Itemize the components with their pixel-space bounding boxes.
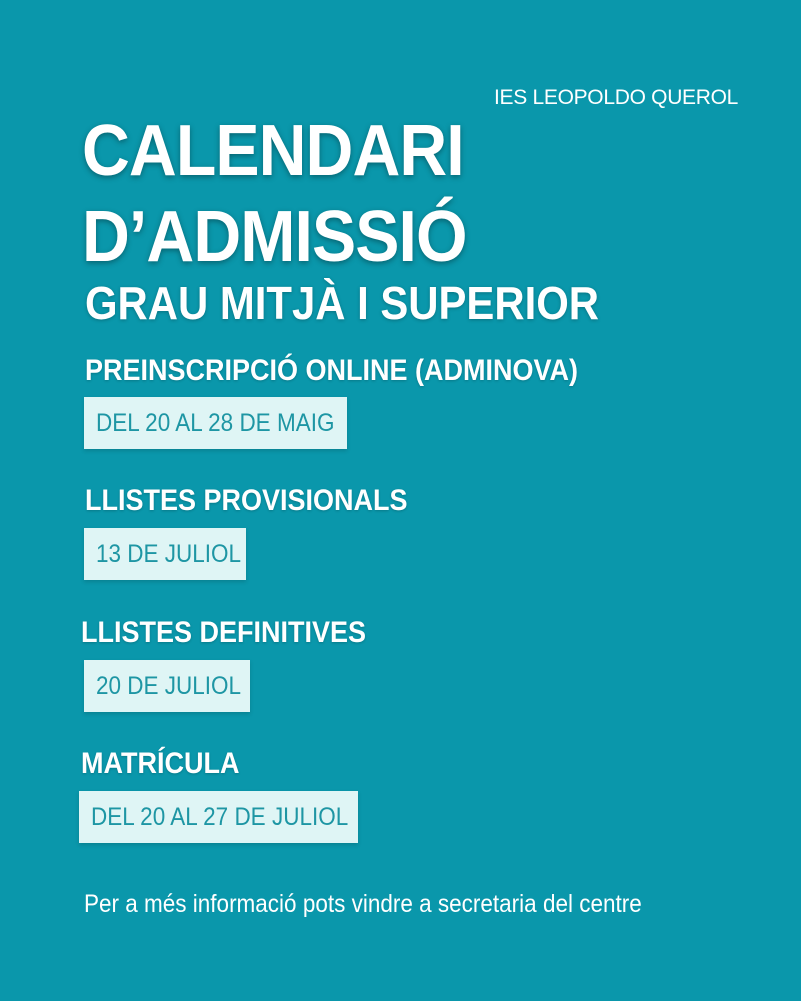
title-line-1: CALENDARI [82, 111, 464, 191]
page-title [82, 108, 467, 280]
title-line-2: D’ADMISSIÓ [82, 197, 467, 277]
date-text-provisional-lists: 13 DE JULIOL [96, 540, 242, 568]
date-text-preinscription: DEL 20 AL 28 DE MAIG [96, 409, 335, 437]
date-text-definitive-lists: 20 DE JULIOL [96, 672, 242, 700]
section-label-enrollment: MATRÍCULA [81, 747, 240, 780]
date-box-enrollment [79, 791, 358, 843]
school-name: IES LEOPOLDO QUEROL [494, 86, 739, 109]
date-text-enrollment: DEL 20 AL 27 DE JULIOL [91, 803, 349, 831]
section-label-provisional-lists: LLISTES PROVISIONALS [85, 484, 408, 517]
date-box-provisional-lists [84, 528, 246, 580]
date-box-definitive-lists [84, 660, 250, 712]
subtitle: GRAU MITJÀ I SUPERIOR [85, 277, 599, 329]
section-label-definitive-lists: LLISTES DEFINITIVES [81, 616, 367, 649]
footer-info: Per a més informació pots vindre a secretaria del centre [84, 890, 642, 918]
section-label-preinscription: PREINSCRIPCIÓ ONLINE (ADMINOVA) [85, 354, 579, 387]
date-box-preinscription [84, 397, 347, 449]
